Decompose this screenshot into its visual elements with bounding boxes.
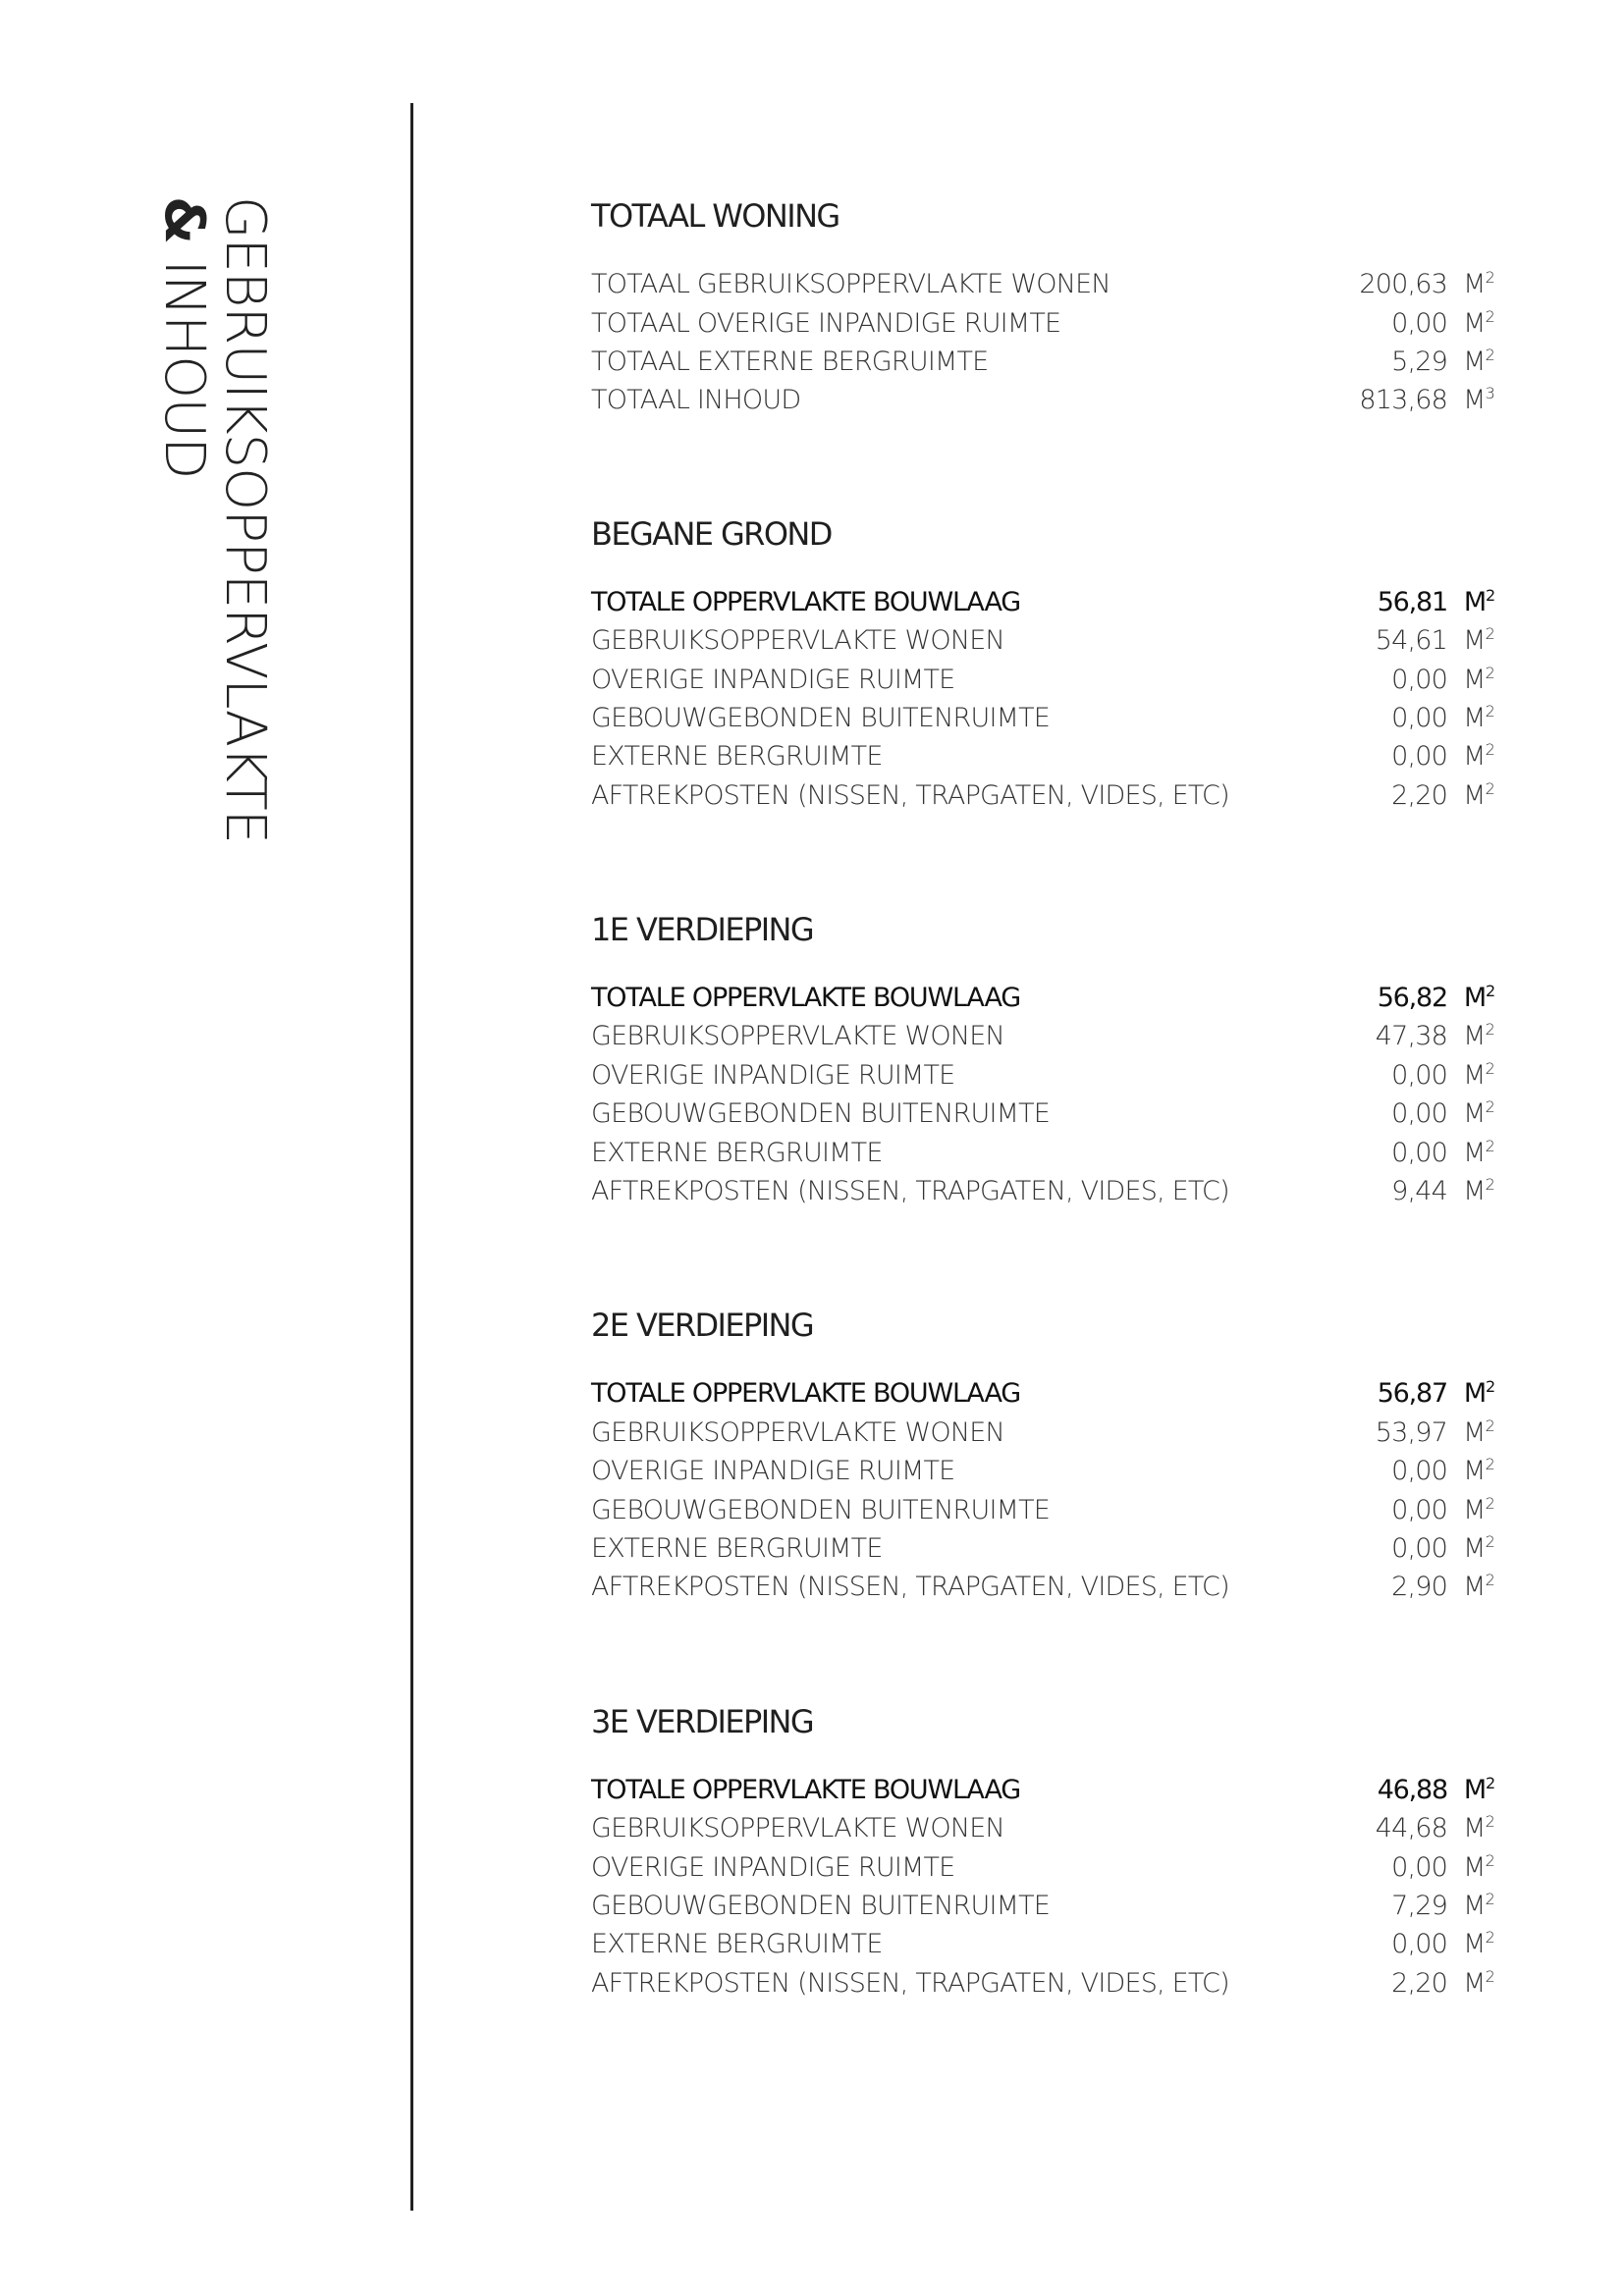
- row-label: GEBRUIKSOPPERVLAKTE WONEN: [591, 625, 1004, 657]
- unit-symbol: M: [1463, 1967, 1486, 1999]
- row-label: GEBRUIKSOPPERVLAKTE WONEN: [591, 1813, 1004, 1844]
- unit-exponent: 2: [1485, 701, 1494, 721]
- row-label: EXTERNE BERGRUIMTE: [591, 1137, 883, 1168]
- unit-exponent: 2: [1485, 268, 1494, 288]
- row-unit: [1447, 703, 1494, 733]
- row-unit: [1447, 665, 1494, 695]
- table-row: [591, 737, 1494, 775]
- row-unit: [1447, 1378, 1494, 1409]
- unit-exponent: 2: [1485, 1966, 1494, 1986]
- row-label: TOTALE OPPERVLAKTE BOUWLAAG: [591, 586, 1020, 617]
- row-unit: [1447, 1176, 1494, 1206]
- unit-exponent: 2: [1485, 663, 1494, 682]
- row-unit: [1447, 1495, 1494, 1525]
- row-unit: [1447, 1098, 1494, 1129]
- unit-symbol: M: [1463, 1059, 1486, 1091]
- row-value: 53,97: [1375, 1416, 1447, 1448]
- row-label: EXTERNE BERGRUIMTE: [591, 1929, 883, 1960]
- section: [591, 196, 1494, 420]
- row-value: 0,00: [1391, 1533, 1447, 1564]
- row-label: GEBRUIKSOPPERVLAKTE WONEN: [591, 1021, 1004, 1052]
- unit-exponent: 2: [1485, 1889, 1494, 1908]
- row-value: 5,29: [1391, 346, 1447, 377]
- row-label: TOTAAL GEBRUIKSOPPERVLAKTE WONEN: [591, 269, 1110, 300]
- row-label: TOTAAL INHOUD: [591, 385, 801, 416]
- table-row: [591, 1529, 1494, 1568]
- row-value: 7,29: [1391, 1890, 1447, 1921]
- row-label: GEBOUWGEBONDEN BUITENRUIMTE: [591, 1494, 1051, 1525]
- row-unit: [1447, 587, 1494, 617]
- row-label: TOTAAL OVERIGE INPANDIGE RUIMTE: [591, 307, 1061, 339]
- unit-symbol: M: [1463, 1572, 1486, 1603]
- section: [591, 1702, 1494, 2002]
- unit-exponent: 2: [1485, 306, 1494, 326]
- unit-exponent: 2: [1485, 740, 1494, 760]
- row-value: 44,68: [1375, 1813, 1447, 1844]
- unit-exponent: 2: [1485, 1020, 1494, 1040]
- row-unit: [1447, 1021, 1494, 1051]
- table-row: [591, 1414, 1494, 1452]
- ampersand: &: [152, 196, 216, 243]
- unit-exponent: 2: [1485, 1455, 1494, 1474]
- row-unit: [1447, 1417, 1494, 1448]
- row-unit: [1447, 1929, 1494, 1959]
- row-label: AFTREKPOSTEN (NISSEN, TRAPGATEN, VIDES, ETC): [591, 779, 1229, 811]
- unit-symbol: M: [1463, 1774, 1487, 1805]
- table-row: [591, 1017, 1494, 1055]
- total-row: [591, 583, 1494, 621]
- unit-exponent: 2: [1485, 1928, 1494, 1948]
- row-unit: [1447, 625, 1494, 656]
- unit-symbol: M: [1463, 385, 1486, 416]
- table-row: [591, 776, 1494, 815]
- page-title-line-1: GEBRUIKSOPPERVLAKTE: [213, 196, 277, 844]
- row-unit: [1447, 780, 1494, 811]
- unit-symbol: M: [1463, 346, 1486, 377]
- row-unit: [1447, 1891, 1494, 1921]
- row-unit: [1447, 983, 1494, 1013]
- section-title: 3E VERDIEPING: [591, 1702, 814, 1740]
- unit-exponent: 2: [1485, 778, 1494, 798]
- unit-symbol: M: [1463, 1098, 1486, 1130]
- row-value: 0,00: [1391, 1851, 1447, 1883]
- row-value: 0,00: [1391, 307, 1447, 339]
- unit-exponent: 3: [1485, 384, 1494, 403]
- row-label: EXTERNE BERGRUIMTE: [591, 1533, 883, 1564]
- section: [591, 910, 1494, 1210]
- table-row: [591, 381, 1494, 419]
- section-title: 1E VERDIEPING: [591, 910, 814, 948]
- table-row: [591, 343, 1494, 381]
- row-label: GEBOUWGEBONDEN BUITENRUIMTE: [591, 702, 1051, 733]
- table-row: [591, 621, 1494, 660]
- row-value: 47,38: [1375, 1021, 1447, 1052]
- row-value: 813,68: [1359, 385, 1447, 416]
- row-unit: [1447, 308, 1494, 339]
- row-unit: [1447, 1852, 1494, 1883]
- row-unit: [1447, 1138, 1494, 1168]
- table-row: [591, 265, 1494, 303]
- row-unit: [1447, 1572, 1494, 1602]
- unit-symbol: M: [1463, 983, 1487, 1014]
- unit-exponent: 2: [1485, 345, 1494, 364]
- row-label: TOTALE OPPERVLAKTE BOUWLAAG: [591, 983, 1020, 1014]
- unit-exponent: 2: [1486, 982, 1494, 1001]
- row-value: 54,61: [1375, 625, 1447, 657]
- row-unit: [1447, 1968, 1494, 1999]
- row-value: 2,20: [1391, 1967, 1447, 1999]
- table-row: [591, 1172, 1494, 1210]
- table-row: [591, 1133, 1494, 1171]
- unit-symbol: M: [1463, 1813, 1486, 1844]
- row-value: 56,87: [1377, 1378, 1447, 1410]
- table-row: [591, 1490, 1494, 1528]
- row-label: EXTERNE BERGRUIMTE: [591, 741, 883, 773]
- unit-exponent: 2: [1486, 585, 1494, 605]
- row-value: 0,00: [1391, 1098, 1447, 1130]
- unit-symbol: M: [1463, 741, 1486, 773]
- row-value: 200,63: [1359, 269, 1447, 300]
- row-value: 0,00: [1391, 741, 1447, 773]
- unit-exponent: 2: [1485, 1058, 1494, 1078]
- unit-symbol: M: [1463, 1378, 1487, 1410]
- row-label: GEBOUWGEBONDEN BUITENRUIMTE: [591, 1098, 1051, 1130]
- unit-symbol: M: [1463, 1416, 1486, 1448]
- row-value: 2,20: [1391, 779, 1447, 811]
- page-title-rotated: [153, 196, 275, 843]
- total-row: [591, 1771, 1494, 1809]
- row-label: OVERIGE INPANDIGE RUIMTE: [591, 1059, 955, 1091]
- table-row: [591, 1847, 1494, 1886]
- row-label: TOTALE OPPERVLAKTE BOUWLAAG: [591, 1774, 1020, 1805]
- row-label: AFTREKPOSTEN (NISSEN, TRAPGATEN, VIDES, ETC): [591, 1967, 1229, 1999]
- unit-exponent: 2: [1485, 1532, 1494, 1551]
- unit-symbol: M: [1463, 702, 1486, 733]
- row-unit: [1447, 269, 1494, 299]
- unit-exponent: 2: [1485, 1097, 1494, 1117]
- section: [591, 514, 1494, 815]
- row-value: 0,00: [1391, 664, 1447, 695]
- total-row: [591, 1374, 1494, 1413]
- page-title-line-2: [153, 196, 214, 843]
- unit-symbol: M: [1463, 269, 1486, 300]
- row-label: OVERIGE INPANDIGE RUIMTE: [591, 664, 955, 695]
- row-unit: [1447, 1775, 1494, 1805]
- row-unit: [1447, 1533, 1494, 1564]
- unit-symbol: M: [1463, 1494, 1486, 1525]
- row-label: AFTREKPOSTEN (NISSEN, TRAPGATEN, VIDES, ETC): [591, 1176, 1229, 1207]
- area-table: [591, 196, 1494, 2098]
- table-row: [591, 1887, 1494, 1925]
- table-row: [591, 1056, 1494, 1095]
- row-label: OVERIGE INPANDIGE RUIMTE: [591, 1851, 955, 1883]
- table-row: [591, 1095, 1494, 1133]
- row-unit: [1447, 1456, 1494, 1486]
- table-row: [591, 1452, 1494, 1490]
- row-label: AFTREKPOSTEN (NISSEN, TRAPGATEN, VIDES, ETC): [591, 1572, 1229, 1603]
- row-value: 56,81: [1377, 586, 1447, 617]
- total-row: [591, 979, 1494, 1017]
- table-row: [591, 303, 1494, 342]
- row-unit: [1447, 741, 1494, 772]
- row-unit: [1447, 385, 1494, 415]
- section-title: 2E VERDIEPING: [591, 1307, 814, 1345]
- unit-exponent: 2: [1485, 1571, 1494, 1590]
- unit-symbol: M: [1463, 1456, 1486, 1487]
- unit-exponent: 2: [1486, 1773, 1494, 1792]
- table-row: [591, 1809, 1494, 1847]
- unit-exponent: 2: [1485, 624, 1494, 644]
- vertical-divider: [410, 103, 413, 2211]
- unit-symbol: M: [1463, 1021, 1486, 1052]
- row-value: 0,00: [1391, 1137, 1447, 1168]
- row-label: GEBRUIKSOPPERVLAKTE WONEN: [591, 1416, 1004, 1448]
- unit-symbol: M: [1463, 664, 1486, 695]
- unit-exponent: 2: [1485, 1850, 1494, 1870]
- row-value: 56,82: [1377, 983, 1447, 1014]
- unit-exponent: 2: [1486, 1377, 1494, 1397]
- unit-symbol: M: [1463, 586, 1487, 617]
- page-title: [118, 196, 275, 962]
- row-label: TOTAAL EXTERNE BERGRUIMTE: [591, 346, 989, 377]
- row-value: 0,00: [1391, 702, 1447, 733]
- unit-symbol: M: [1463, 1851, 1486, 1883]
- row-label: GEBOUWGEBONDEN BUITENRUIMTE: [591, 1890, 1051, 1921]
- row-value: 0,00: [1391, 1456, 1447, 1487]
- section: [591, 1306, 1494, 1606]
- unit-symbol: M: [1463, 1176, 1486, 1207]
- row-value: 46,88: [1377, 1774, 1447, 1805]
- row-label: OVERIGE INPANDIGE RUIMTE: [591, 1456, 955, 1487]
- row-value: 9,44: [1391, 1176, 1447, 1207]
- row-label: TOTALE OPPERVLAKTE BOUWLAAG: [591, 1378, 1020, 1410]
- unit-symbol: M: [1463, 1890, 1486, 1921]
- row-unit: [1447, 347, 1494, 377]
- page-title-line-2-text: INHOUD: [152, 242, 216, 479]
- unit-symbol: M: [1463, 1137, 1486, 1168]
- table-row: [591, 660, 1494, 698]
- unit-exponent: 2: [1485, 1136, 1494, 1155]
- table-row: [591, 1568, 1494, 1606]
- unit-symbol: M: [1463, 1929, 1486, 1960]
- table-row: [591, 1925, 1494, 1963]
- row-value: 0,00: [1391, 1059, 1447, 1091]
- unit-symbol: M: [1463, 1533, 1486, 1564]
- row-value: 0,00: [1391, 1494, 1447, 1525]
- table-row: [591, 699, 1494, 737]
- row-unit: [1447, 1060, 1494, 1091]
- unit-symbol: M: [1463, 779, 1486, 811]
- section-title: TOTAAL WONING: [591, 197, 839, 235]
- row-value: 2,90: [1391, 1572, 1447, 1603]
- unit-exponent: 2: [1485, 1493, 1494, 1513]
- row-value: 0,00: [1391, 1929, 1447, 1960]
- table-row: [591, 1964, 1494, 2002]
- unit-symbol: M: [1463, 625, 1486, 657]
- section-title: BEGANE GROND: [591, 514, 832, 553]
- unit-exponent: 2: [1485, 1415, 1494, 1435]
- unit-exponent: 2: [1485, 1812, 1494, 1832]
- unit-symbol: M: [1463, 307, 1486, 339]
- row-unit: [1447, 1813, 1494, 1843]
- unit-exponent: 2: [1485, 1175, 1494, 1195]
